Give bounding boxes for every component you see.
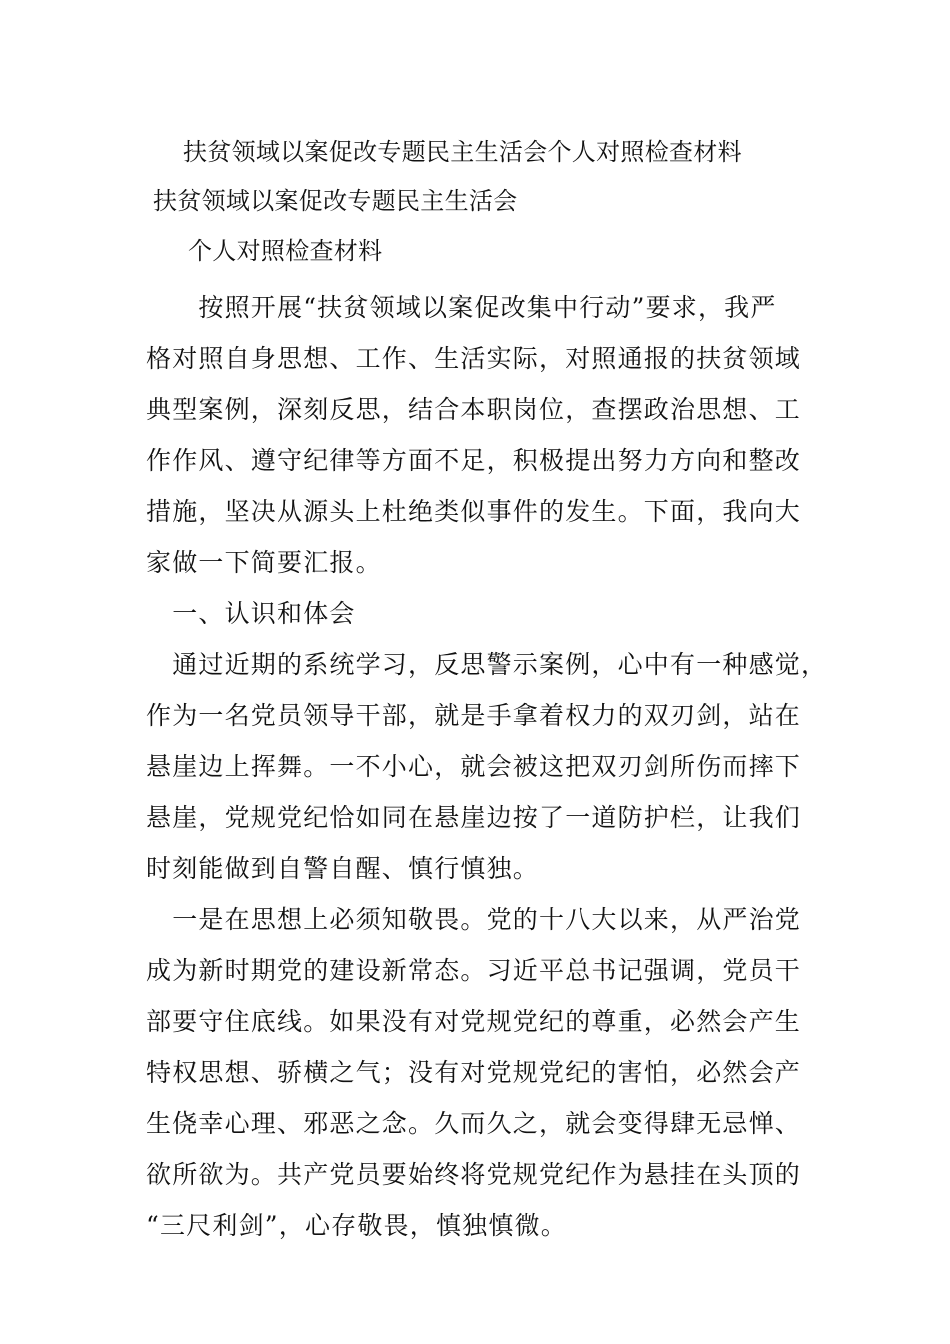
- body-line: 家做一下简要汇报。: [146, 548, 382, 577]
- body-line: 生侥幸心理、邪恶之念。久而久之，就会变得肆无忌惮、: [146, 1109, 802, 1138]
- body-line: 按照开展“扶贫领域以案促改集中行动”要求，我严: [146, 293, 777, 322]
- body-line: 特权思想、骄横之气；没有对党规党纪的害怕，必然会产: [146, 1058, 802, 1087]
- body-line: 作作风、遵守纪律等方面不足，积极提出努力方向和整改: [146, 446, 802, 475]
- section-heading: 一、认识和体会: [146, 599, 356, 628]
- body-line: 典型案例，深刻反思，结合本职岗位，查摆政治思想、工: [146, 395, 802, 424]
- body-line: 悬崖边上挥舞。一不小心，就会被这把双刃剑所伤而摔下: [146, 752, 802, 781]
- body-line: 欲所欲为。共产党员要始终将党规党纪作为悬挂在头顶的: [146, 1160, 802, 1189]
- body-line: 悬崖，党规党纪恰如同在悬崖边按了一道防护栏，让我们: [146, 803, 802, 832]
- body-line: 成为新时期党的建设新常态。习近平总书记强调，党员干: [146, 956, 802, 985]
- body-line: 时刻能做到自警自醒、慎行慎独。: [146, 854, 540, 883]
- body-line: 一是在思想上必须知敬畏。党的十八大以来，从严治党: [146, 905, 802, 934]
- document-subtitle-line-1: 扶贫领域以案促改专题民主生活会: [153, 187, 518, 215]
- body-line: 通过近期的系统学习，反思警示案例，心中有一种感觉，: [146, 650, 828, 679]
- document-body: [146, 282, 836, 1251]
- document-title: 扶贫领域以案促改专题民主生活会个人对照检查材料: [183, 138, 742, 166]
- body-line: 格对照自身思想、工作、生活实际，对照通报的扶贫领域: [146, 344, 802, 373]
- body-line: 部要守住底线。如果没有对党规党纪的尊重，必然会产生: [146, 1007, 802, 1036]
- body-line: 作为一名党员领导干部，就是手拿着权力的双刃剑，站在: [146, 701, 802, 730]
- body-line: 措施，坚决从源头上杜绝类似事件的发生。下面，我向大: [146, 497, 802, 526]
- body-line: “三尺利剑”，心存敬畏，慎独慎微。: [146, 1211, 567, 1240]
- document-subtitle-line-2: 个人对照检查材料: [188, 237, 383, 265]
